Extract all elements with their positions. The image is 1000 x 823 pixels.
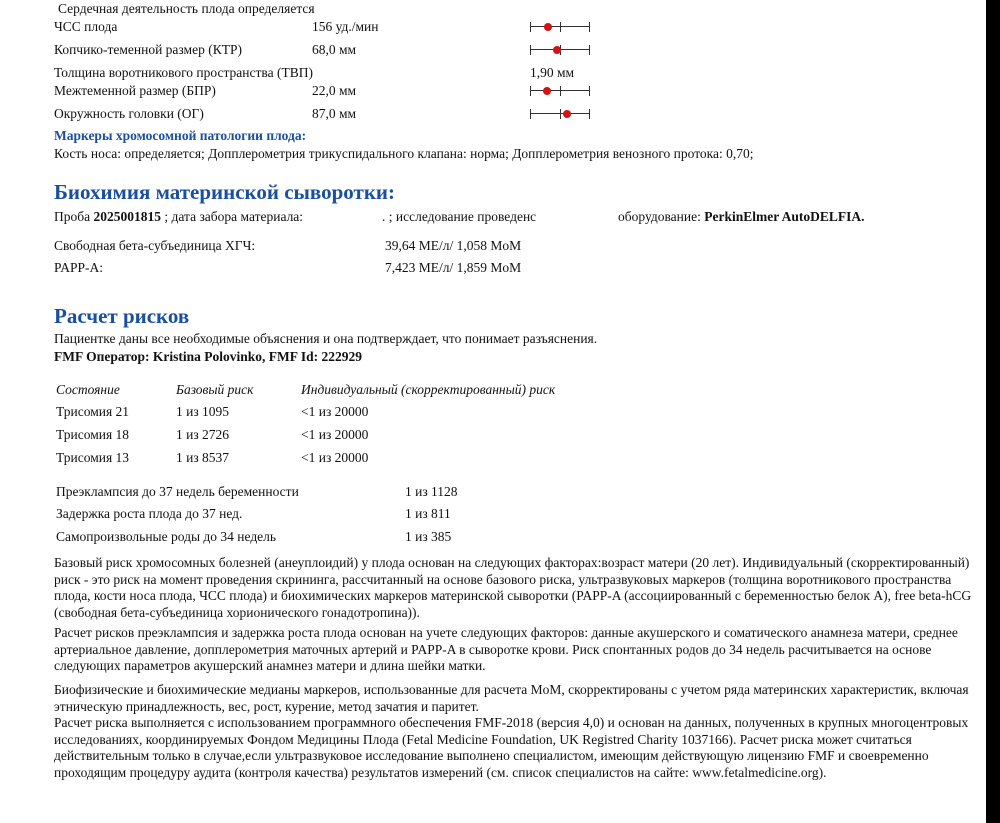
operator-text: FMF Оператор: Kristina Polovinko, FMF Id: 222929: [54, 349, 363, 364]
measure-value-hr: 156 уд./мин: [312, 19, 379, 34]
consent-text: Пациентке даны все необходимые объяснения и она подтверждает, что понимает разъяснения.: [54, 331, 598, 346]
table-cell: 1 из 8537: [176, 450, 230, 465]
sample-info: [54, 208, 303, 225]
equipment: [618, 208, 864, 225]
risk-title: Расчет рисков: [54, 304, 190, 328]
explanation-paragraph: Базовый риск хромосомных болезней (анеуплоидий) у плода основан на следующих факторах:возраст матери (20 лет). Индивидуальный (скорректированный) риск - это риск на момент проведения скрининга, рассчитанный на основе базового риска, ультразвуковых маркеров (толщина воротникового пространства плода, кости носа плода, ЧСС плода) и биохимических маркеров материнской сыворотки (PAPP-A (ассоциированный с беременностью белок А), free beta-hCG (свободная бета-субъединица хорионического гонадотропина)).: [54, 555, 972, 620]
table-cell: Трисомия 13: [56, 450, 130, 465]
measure-value-ktr: 68,0 мм: [312, 42, 357, 57]
range-scale-hr: [530, 21, 590, 33]
equipment-value: PerkinElmer AutoDELFIA.: [704, 209, 865, 224]
measure-label-tvp: Толщина воротникового пространства (ТВП): [54, 65, 313, 80]
other-risk-label: Самопроизвольные роды до 34 недель: [56, 529, 277, 544]
measure-label-ktr: Копчико-теменной размер (КТР): [54, 42, 242, 57]
measure-value-tvp: 1,90 мм: [530, 65, 575, 80]
other-risk-value: 1 из 385: [405, 529, 452, 544]
table-cell: Трисомия 18: [56, 427, 130, 442]
range-marker-dot: [563, 110, 571, 118]
table-cell: 1 из 2726: [176, 427, 230, 442]
other-risk-label: Задержка роста плода до 37 нед.: [56, 506, 243, 521]
biochem-value-hcg: 39,64 МЕ/л/ 1,058 MoM: [385, 238, 522, 253]
markers-text: Кость носа: определяется; Допплерометрия трикуспидального клапана: норма; Допплерометрия венозного протока: 0,70;: [54, 146, 754, 161]
table-cell: 1 из 1095: [176, 404, 230, 419]
biochem-title: Биохимия материнской сыворотки:: [54, 180, 396, 204]
biochem-label-pappa: PAPP-A:: [54, 260, 104, 275]
th-condition: Состояние: [56, 382, 120, 397]
sample-id: 2025001815: [93, 209, 161, 224]
measure-label-og: Окружность головки (ОГ): [54, 106, 204, 121]
biochem-value-pappa: 7,423 МЕ/л/ 1,859 MoM: [385, 260, 522, 275]
heart-activity-text: Сердечная деятельность плода определяется: [58, 1, 315, 16]
explanation-paragraph: Расчет рисков преэклампсия и задержка роста плода основан на учете следующих факторов: данные акушерского и соматического анамнеза матери, среднее артериальное давление, допплерометрия маточных артерий и PAPP-A в сыворотке крови. Риск спонтанных родов до 34 недель расчитывается на основе следующих параметров акушерский анамнез матери и длина шейки матки.: [54, 625, 958, 674]
range-marker-dot: [543, 87, 551, 95]
range-scale-ktr: [530, 44, 590, 56]
sample-prefix: Проба: [54, 209, 94, 224]
table-cell: <1 из 20000: [301, 427, 369, 442]
range-scale-bpr: [530, 85, 590, 97]
range-scale-og: [530, 108, 590, 120]
sample-date-label: ; дата забора материала:: [161, 209, 304, 224]
th-individual-risk: Индивидуальный (скорректированный) риск: [301, 382, 556, 397]
equipment-label: оборудование:: [618, 209, 705, 224]
sample-study: . ; исследование проведенс: [382, 209, 537, 224]
th-base-risk: Базовый риск: [176, 382, 254, 397]
range-marker-dot: [553, 46, 561, 54]
markers-title: Маркеры хромосомной патологии плода:: [54, 128, 307, 143]
biochem-label-hcg: Свободная бета-субъединица ХГЧ:: [54, 238, 256, 253]
other-risk-value: 1 из 1128: [405, 484, 458, 499]
measure-value-bpr: 22,0 мм: [312, 83, 357, 98]
measure-label-bpr: Межтеменной размер (БПР): [54, 83, 216, 98]
table-cell: <1 из 20000: [301, 450, 369, 465]
other-risk-value: 1 из 811: [405, 506, 451, 521]
measure-label-hr: ЧСС плода: [54, 19, 118, 34]
other-risk-label: Преэклампсия до 37 недель беременности: [56, 484, 299, 499]
table-cell: <1 из 20000: [301, 404, 369, 419]
explanation-paragraph: Расчет риска выполняется с использованием программного обеспечения FMF-2018 (версия 4,0) и основан на данных, полученных в крупных многоцентровых исследованиях, координируемых Фондом Медицины Плода (Fetal Medicine Foundation, UK Registred Charity 1037166). Расчет риска может считаться действительным только в случае,если ультразвуковое исследование выполнено специалистом, имеющим действующую лицензию FMF и своевременно проходящим процедуру аудита (контроля качества) результатов измерений (см. список специалистов на сайте: www.fetalmedicine.org).: [54, 715, 969, 780]
explanation-paragraph: Биофизические и биохимические медианы маркеров, использованные для расчета MoM, скорректированы с учетом ряда материнских характеристик, включая этническую принадлежность, вес, рост, курение, метод зачатия и паритет.: [54, 682, 969, 714]
table-cell: Трисомия 21: [56, 404, 130, 419]
measure-value-og: 87,0 мм: [312, 106, 357, 121]
range-marker-dot: [544, 23, 552, 31]
